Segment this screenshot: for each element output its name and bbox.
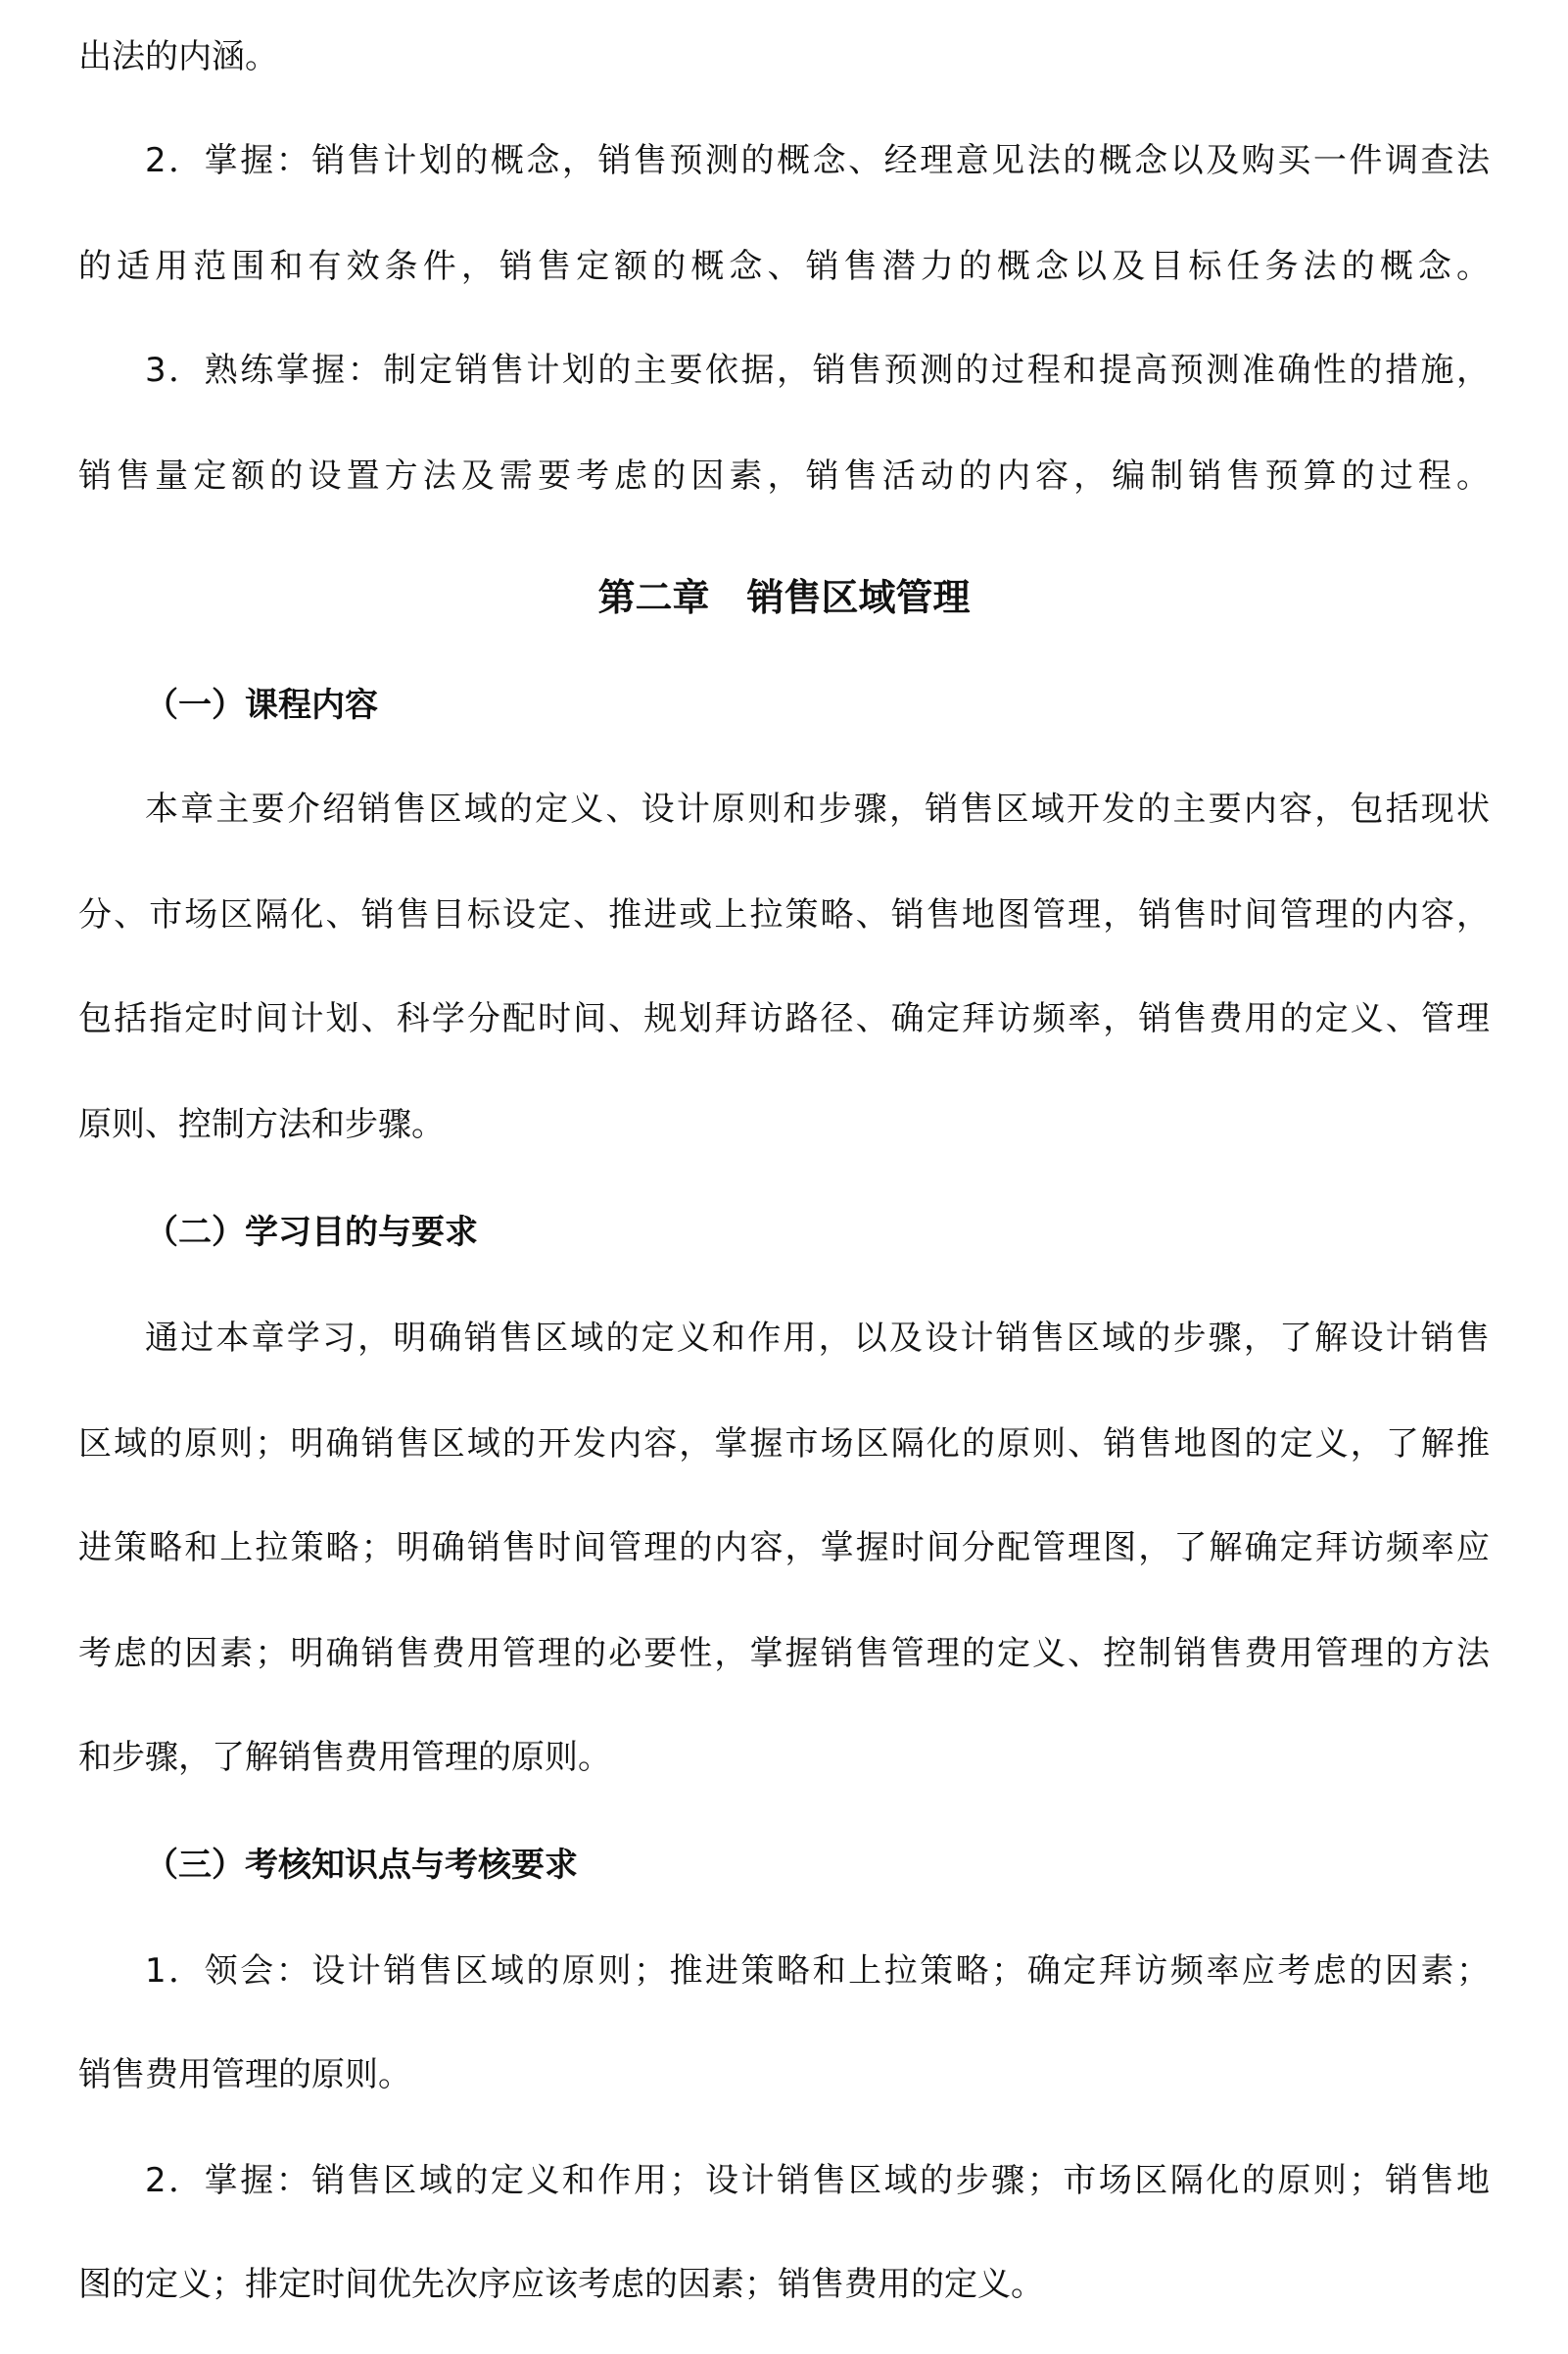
paragraph-line: 原则、控制方法和步骤。: [78, 1105, 445, 1144]
paragraph-line: 2．掌握：销售区域的定义和作用；设计销售区域的步骤；市场区隔化的原则；销售地: [145, 2161, 1490, 2200]
paragraph-line: 的适用范围和有效条件，销售定额的概念、销售潜力的概念以及目标任务法的概念。: [78, 247, 1490, 286]
chapter-title: 第二章 销售区域管理: [597, 576, 971, 619]
paragraph-line: 图的定义；排定时间优先次序应该考虑的因素；销售费用的定义。: [78, 2265, 1044, 2304]
paragraph-line: 区域的原则；明确销售区域的开发内容，掌握市场区隔化的原则、销售地图的定义，了解推: [78, 1424, 1490, 1464]
section-heading: （三）考核知识点与考核要求: [145, 1846, 578, 1885]
paragraph-line: 3．熟练掌握：制定销售计划的主要依据，销售预测的过程和提高预测准确性的措施，: [145, 351, 1490, 390]
paragraph-line: 通过本章学习，明确销售区域的定义和作用，以及设计销售区域的步骤，了解设计销售: [145, 1319, 1490, 1358]
paragraph-line: 销售费用管理的原则。: [78, 2055, 411, 2094]
paragraph-line: 本章主要介绍销售区域的定义、设计原则和步骤，销售区域开发的主要内容，包括现状: [145, 790, 1490, 829]
paragraph-line: 2．掌握：销售计划的概念，销售预测的概念、经理意见法的概念以及购买一件调查法: [145, 141, 1490, 180]
paragraph-line: 包括指定时间计划、科学分配时间、规划拜访路径、确定拜访频率，销售费用的定义、管理: [78, 999, 1490, 1038]
section-heading: （二）学习目的与要求: [145, 1213, 478, 1252]
paragraph-line: 进策略和上拉策略；明确销售时间管理的内容，掌握时间分配管理图，了解确定拜访频率应: [78, 1528, 1490, 1567]
paragraph-line: 1．领会：设计销售区域的原则；推进策略和上拉策略；确定拜访频率应考虑的因素；: [145, 1951, 1490, 1991]
paragraph-line: 分、市场区隔化、销售目标设定、推进或上拉策略、销售地图管理，销售时间管理的内容，: [78, 895, 1490, 935]
paragraph-line: 出法的内涵。: [78, 37, 278, 76]
section-heading: （一）课程内容: [145, 686, 378, 725]
paragraph-line: 考虑的因素；明确销售费用管理的必要性，掌握销售管理的定义、控制销售费用管理的方法: [78, 1634, 1490, 1673]
paragraph-line: 和步骤，了解销售费用管理的原则。: [78, 1738, 611, 1777]
paragraph-line: 销售量定额的设置方法及需要考虑的因素，销售活动的内容，编制销售预算的过程。: [78, 456, 1490, 496]
